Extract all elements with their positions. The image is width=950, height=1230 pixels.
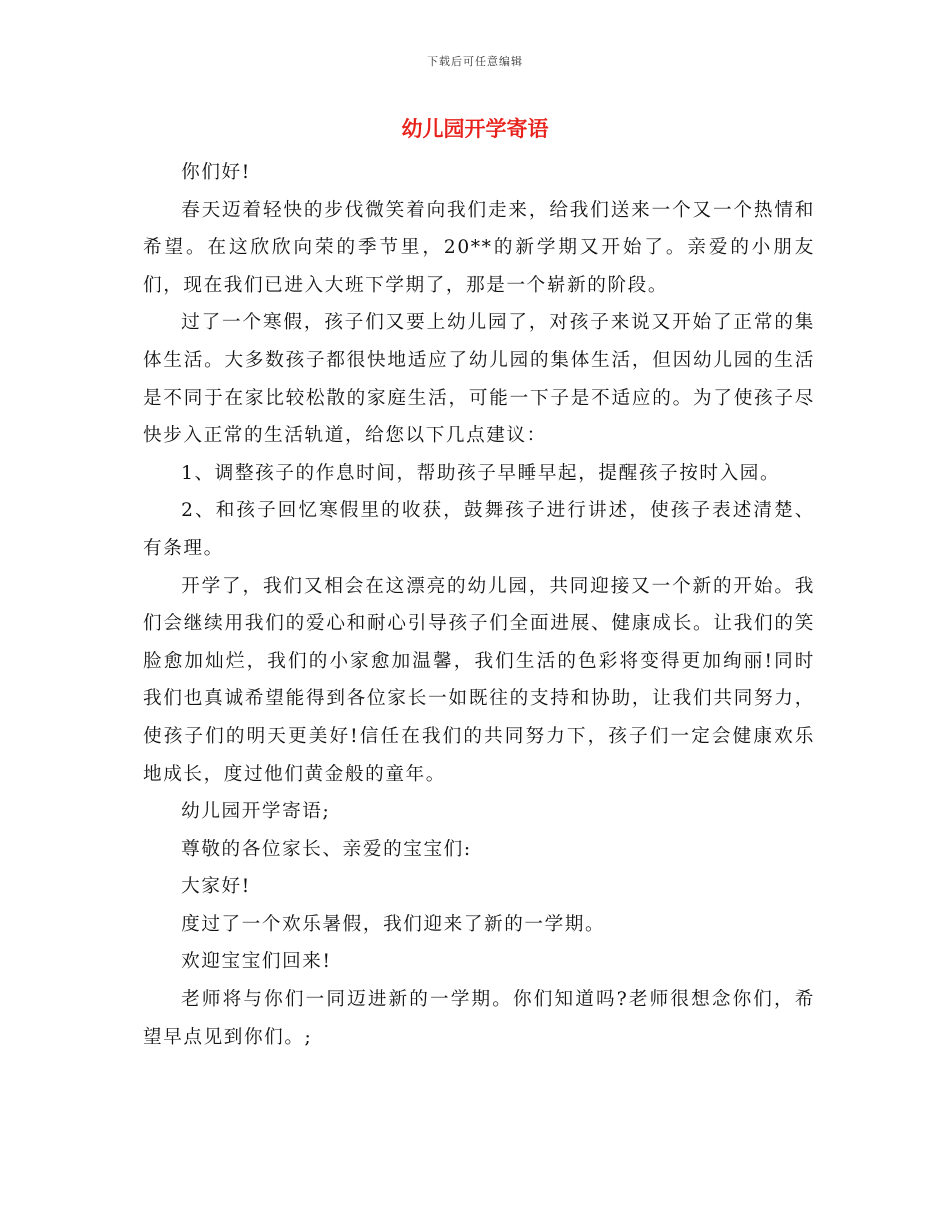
document-body (143, 154, 815, 1056)
paragraph-greeting: 你们好! (181, 162, 251, 183)
paragraph-welcome: 欢迎宝宝们回来! (181, 951, 332, 973)
paragraph-spring: 春天迈着轻快的步伐微笑着向我们走来，给我们送来一个又一个热情和希望。在这欣欣向荣的季节里，20**的新学期又开始了。亲爱的小朋友们，现在我们已进入大班下学期了，那是一个崭新的阶段。 (143, 199, 815, 296)
paragraph-summer: 度过了一个欢乐暑假，我们迎来了新的一学期。 (181, 913, 606, 935)
paragraph-suggestion-2: 2、和孩子回忆寒假里的收获，鼓舞孩子进行讲述，使孩子表述清楚、有条理。 (143, 500, 815, 559)
paragraph-winter-break: 过了一个寒假，孩子们又要上幼儿园了，对孩子来说又开始了正常的集体生活。大多数孩子都很快地适应了幼儿园的集体生活，但因幼儿园的生活是不同于在家比较松散的家庭生活，可能一下子是不适应的。为了使孩子尽快步入正常的生活轨道，给您以下几点建议： (143, 312, 815, 447)
paragraph-teacher: 老师将与你们一同迈进新的一学期。你们知道吗?老师很想念你们，希望早点见到你们。; (143, 989, 815, 1048)
paragraph-suggestion-1: 1、调整孩子的作息时间，帮助孩子早睡早起，提醒孩子按时入园。 (181, 462, 781, 484)
document-title: 幼儿园开学寄语 (401, 116, 549, 141)
paragraph-subtitle: 幼儿园开学寄语; (181, 801, 331, 823)
paragraph-hello: 大家好! (181, 876, 251, 898)
paragraph-salutation: 尊敬的各位家长、亲爱的宝宝们: (181, 838, 472, 860)
header-note: 下载后可任意编辑 (427, 55, 523, 68)
paragraph-new-term: 开学了，我们又相会在这漂亮的幼儿园，共同迎接又一个新的开始。我们会继续用我们的爱心和耐心引导孩子们全面进展、健康成长。让我们的笑脸愈加灿烂，我们的小家愈加温馨，我们生活的色彩将变得更加绚丽!同时我们也真诚希望能得到各位家长一如既往的支持和协助，让我们共同努力，使孩子们的明天更美好!信任在我们的共同努力下，孩子们一定会健康欢乐地成长，度过他们黄金般的童年。 (143, 575, 815, 785)
